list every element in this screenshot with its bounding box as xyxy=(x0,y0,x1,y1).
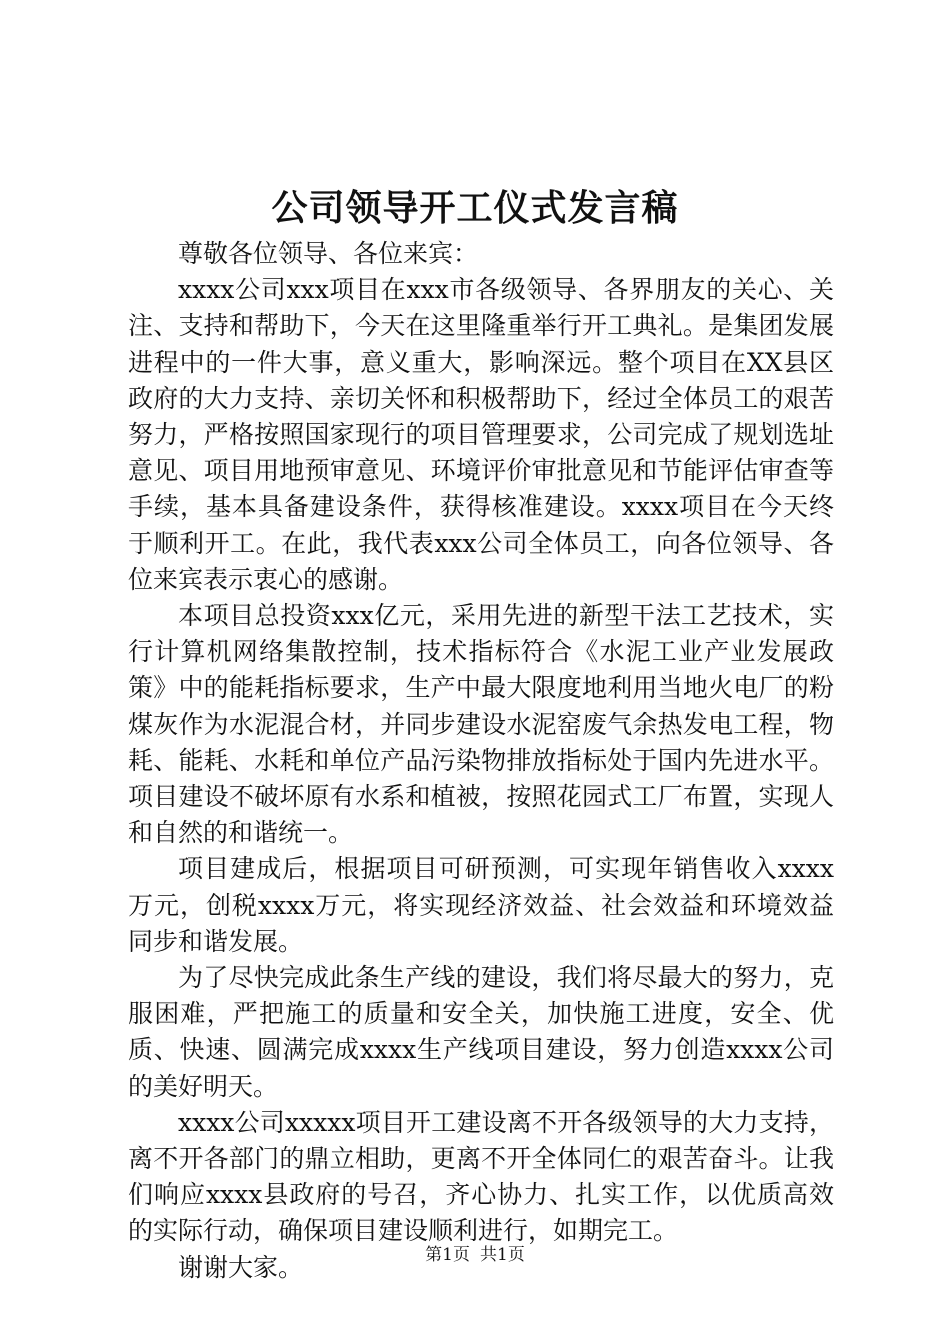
body-paragraph-3: 项目建成后，根据项目可研预测，可实现年销售收入xxxx万元，创税xxxx万元，将实现经济效益、社会效益和环境效益同步和谐发展。 xyxy=(128,854,834,956)
closing-paragraph: 谢谢大家。 xyxy=(178,1252,304,1282)
page-footer xyxy=(0,1243,950,1267)
document-body xyxy=(128,236,834,1286)
salutation-paragraph: 尊敬各位领导、各位来宾： xyxy=(178,239,479,268)
body-paragraph-2: 本项目总投资xxx亿元，采用先进的新型干法工艺技术，实行计算机网络集散控制，技术指标符合《水泥工业产业发展政策》中的能耗指标要求，生产中最大限度地利用当地火电厂的粉煤灰作为水泥混合材，并同步建设水泥窑废气余热发电工程，物耗、能耗、水耗和单位产品污染物排放指标处于国内先进水平。项目建设不破坏原有水系和植被，按照花园式工厂布置，实现人和自然的和谐统一。 xyxy=(128,601,834,848)
page-number-current: 第1页 xyxy=(425,1245,470,1265)
body-paragraph-1: xxxx公司xxx项目在xxx市各级领导、各界朋友的关心、关注、支持和帮助下，今天在这里隆重举行开工典礼。是集团发展进程中的一件大事，意义重大，影响深远。整个项目在XX县区政府的大力支持、亲切关怀和积极帮助下，经过全体员工的艰苦努力，严格按照国家现行的项目管理要求，公司完成了规划选址意见、项目用地预审意见、环境评价审批意见和节能评估审查等手续，基本具备建设条件，获得核准建设。xxxx项目在今天终于顺利开工。在此，我代表xxx公司全体员工，向各位领导、各位来宾表示衷心的感谢。 xyxy=(128,275,834,594)
document-title: 公司领导开工仪式发言稿 xyxy=(271,187,679,229)
body-paragraph-4: 为了尽快完成此条生产线的建设，我们将尽最大的努力，克服困难，严把施工的质量和安全关，加快施工进度，安全、优质、快速、圆满完成xxxx生产线项目建设，努力创造xxxx公司的美好明天。 xyxy=(128,963,834,1101)
page-number-total: 共1页 xyxy=(480,1245,525,1265)
body-paragraph-5: xxxx公司xxxxx项目开工建设离不开各级领导的大力支持，离不开各部门的鼎立相助，更离不开全体同仁的艰苦奋斗。让我们响应xxxx县政府的号召，齐心协力、扎实工作，以优质高效的实际行动，确保项目建设顺利进行，如期完工。 xyxy=(128,1107,834,1246)
